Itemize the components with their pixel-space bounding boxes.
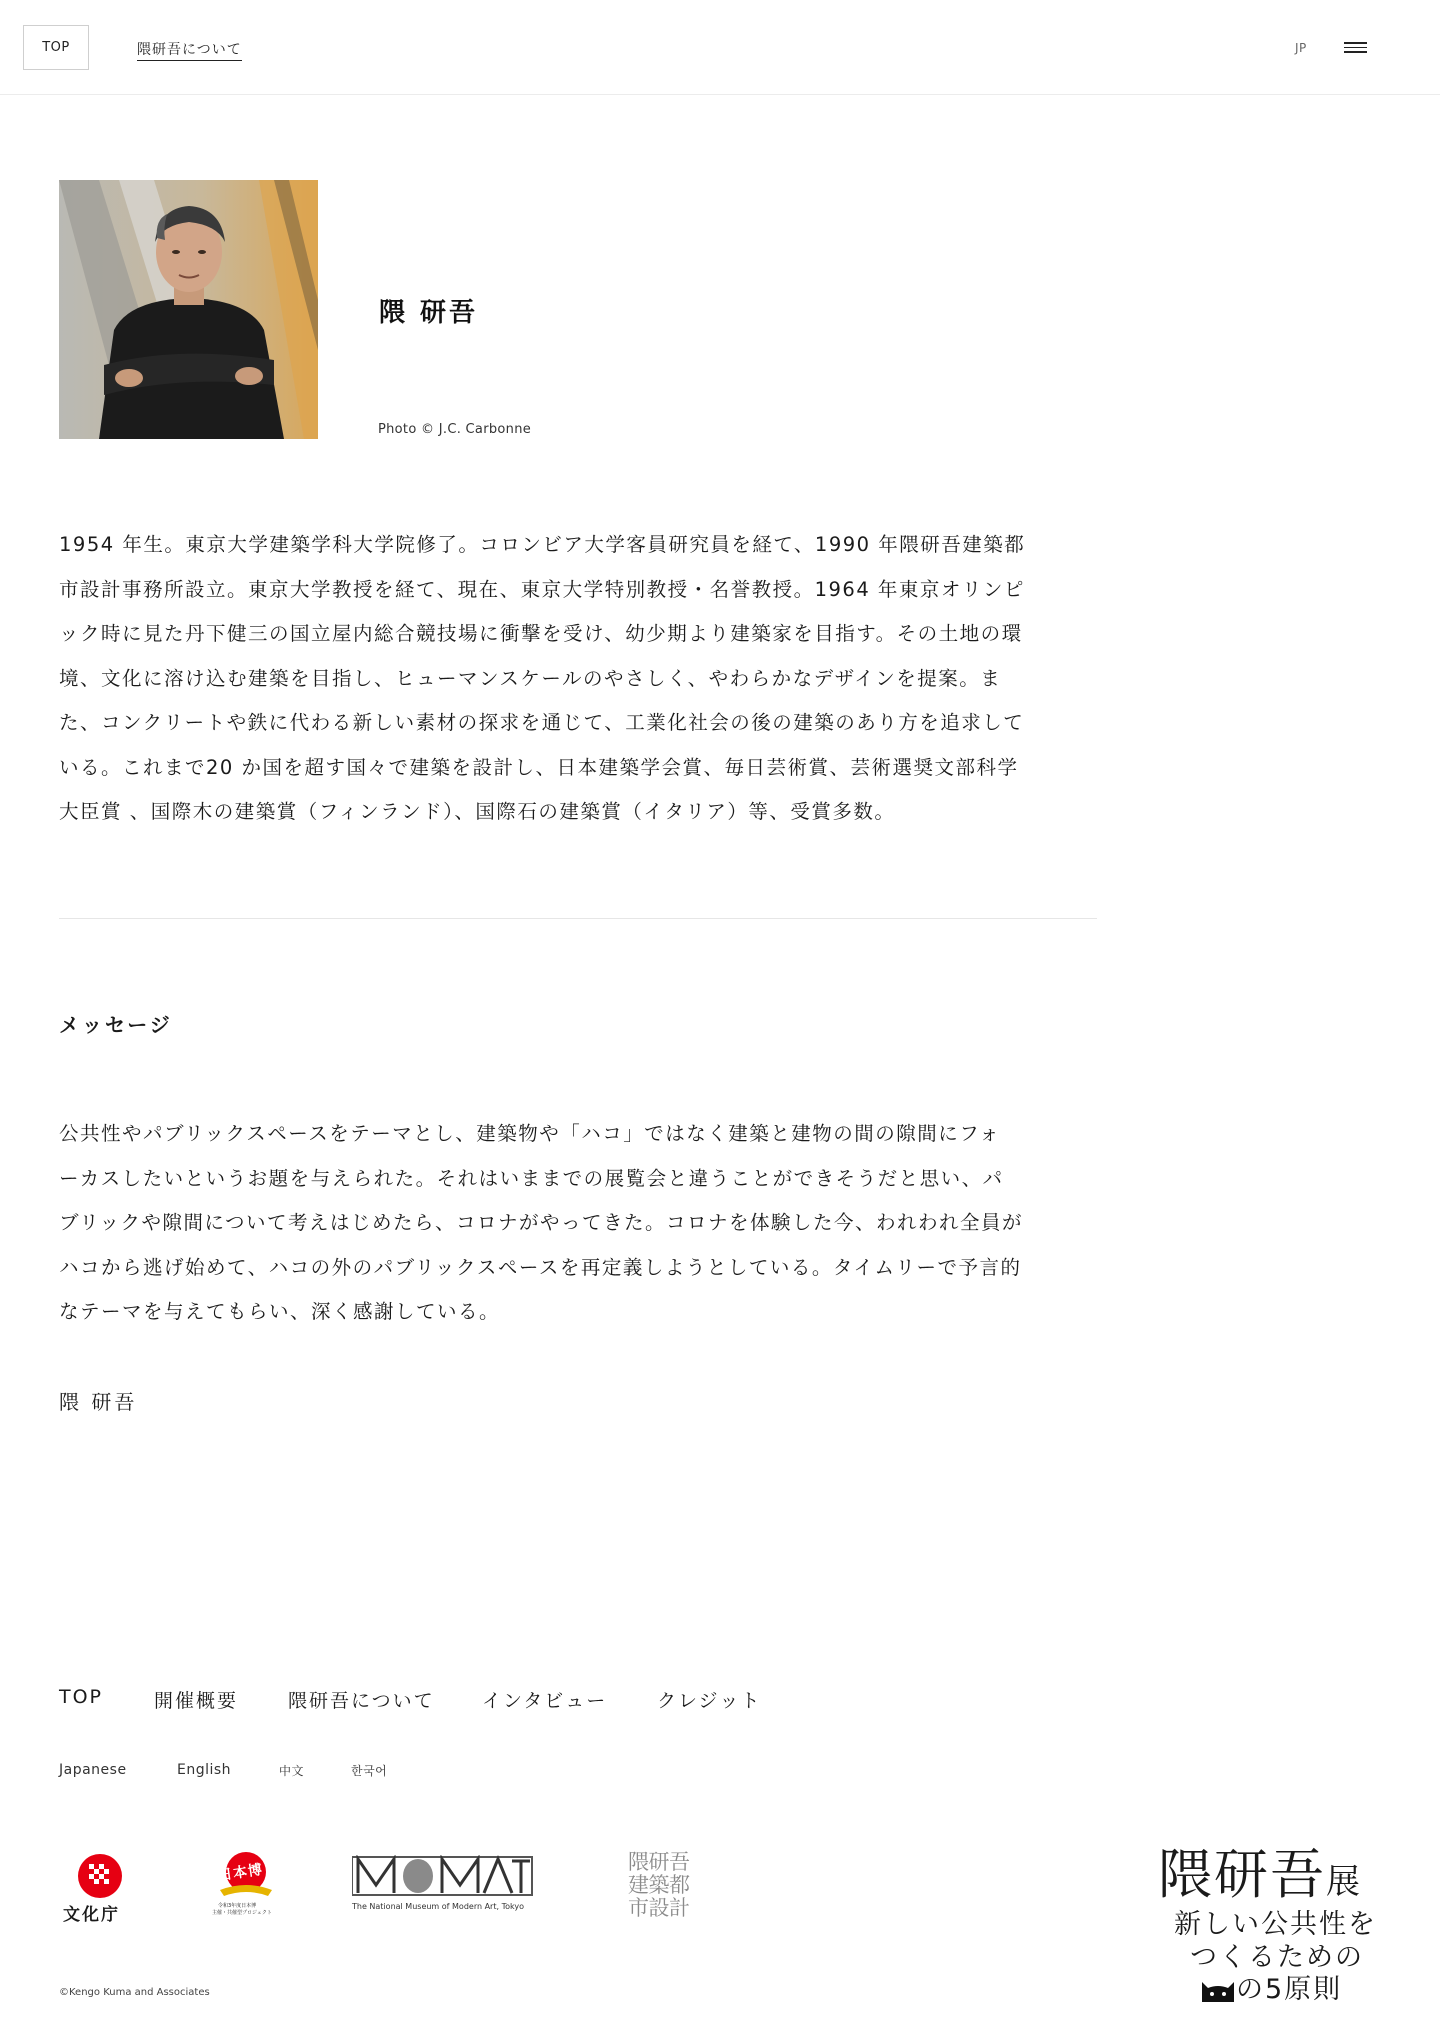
bio-line: た、コンクリートや鉄に代わる新しい素材の探求を通じて、工業化社会の後の建築のあり方を追求して [59, 711, 1025, 734]
bio-line: 市設計事務所設立。東京大学教授を経て、現在、東京大学特別教授・名誉教授。1964 年東京オリンピ [59, 577, 1025, 601]
message-heading: メッセージ [59, 1013, 173, 1037]
bio-line: 境、文化に溶け込む建築を目指し、ヒューマンスケールのやさしく、やわらかなデザインを提案。ま [59, 666, 1002, 690]
exhibition-logo-ten: 展 [1326, 1862, 1360, 1902]
photo-credit: Photo © J.C. Carbonne [378, 422, 532, 437]
copyright: ©Kengo Kuma and Associates [59, 1987, 210, 1998]
portrait-photo [59, 180, 318, 439]
exhibition-logo[interactable] [1158, 1832, 1416, 2005]
footer-link-overview[interactable]: 開催概要 [154, 1690, 239, 1712]
nipponhaku-logo[interactable] [210, 1850, 282, 1922]
lang-english[interactable]: English [177, 1762, 232, 1778]
message-line: 公共性やパブリックスペースをテーマとし、建築物や「ハコ」ではなく建築と建物の間の隙間にフォ [59, 1122, 1001, 1145]
profile-name: 隈 研吾 [379, 298, 479, 328]
cat-icon [1200, 1976, 1236, 2002]
kkaa-logo-line: 隈研吾 [628, 1850, 690, 1874]
footer-link-credit[interactable]: クレジット [657, 1690, 762, 1712]
nipponhaku-logo-text: 日本博 [217, 1861, 265, 1885]
bio-line: 大臣賞 、国際木の建築賞（フィンランド）、国際石の建築賞（イタリア）等、受賞多数。 [59, 800, 896, 823]
nipponhaku-sub1: 令和3年度日本博 [218, 1903, 257, 1909]
exhibition-logo-line: つくるための [1190, 1942, 1364, 1973]
hamburger-menu-icon[interactable] [1344, 42, 1367, 53]
message-text [59, 1112, 1099, 1335]
momat-logo[interactable] [352, 1855, 534, 1915]
bio-line: いる。これまで20 か国を超す国々で建築を設計し、日本建築学会賞、毎日芸術賞、芸術選奨文部科学 [59, 755, 1019, 779]
footer-link-interview[interactable]: インタビュー [482, 1690, 608, 1712]
bunkacho-logo[interactable] [59, 1850, 141, 1925]
footer-link-top[interactable]: TOP [59, 1686, 104, 1708]
kkaa-logo[interactable] [628, 1851, 698, 1923]
top-button[interactable]: TOP [23, 25, 89, 70]
bio-line: ック時に見た丹下健三の国立屋内総合競技場に衝撃を受け、幼少期より建築家を目指す。その土地の環 [59, 622, 1023, 645]
breadcrumb-current[interactable]: 隈研吾について [137, 39, 242, 61]
lang-chinese[interactable]: 中文 [279, 1764, 305, 1778]
footer-link-about[interactable]: 隈研吾について [288, 1690, 435, 1712]
momat-logo-subtitle: The National Museum of Modern Art, Tokyo [352, 1902, 524, 1911]
message-signature: 隈 研吾 [59, 1390, 138, 1414]
exhibition-logo-line: 新しい公共性を [1174, 1909, 1377, 1940]
nipponhaku-sub2: 主催・共催型プロジェクト [212, 1910, 272, 1916]
exhibition-logo-title: 隈研吾 [1158, 1843, 1326, 1906]
kkaa-logo-line: 市設計 [628, 1896, 690, 1920]
message-line: ーカスしたいというお題を与えられた。それはいままでの展覧会と違うことができそうだと思い、パ [59, 1166, 1004, 1190]
site-header [0, 0, 1440, 95]
lang-korean[interactable]: 한국어 [351, 1764, 388, 1778]
message-line: なテーマを与えてもらい、深く感謝している。 [59, 1300, 501, 1323]
bunkacho-logo-text: 文化庁 [63, 1905, 120, 1925]
biography-text [59, 523, 1099, 835]
exhibition-logo-line: の5原則 [1236, 1974, 1343, 2005]
message-line: ブリックや隙間について考えはじめたら、コロナがやってきた。コロナを体験した今、われわれ全員が [59, 1211, 1024, 1234]
bio-line: 1954 年生。東京大学建築学科大学院修了。コロンビア大学客員研究員を経て、1990 年隈研吾建築都 [59, 533, 1026, 556]
kkaa-logo-line: 建築都 [628, 1873, 690, 1897]
section-divider [59, 918, 1097, 919]
language-switch[interactable]: JP [1295, 41, 1307, 55]
lang-japanese[interactable]: Japanese [59, 1762, 127, 1778]
message-line: ハコから逃げ始めて、ハコの外のパブリックスペースを再定義しようとしている。タイムリーで予言的 [59, 1255, 1022, 1279]
